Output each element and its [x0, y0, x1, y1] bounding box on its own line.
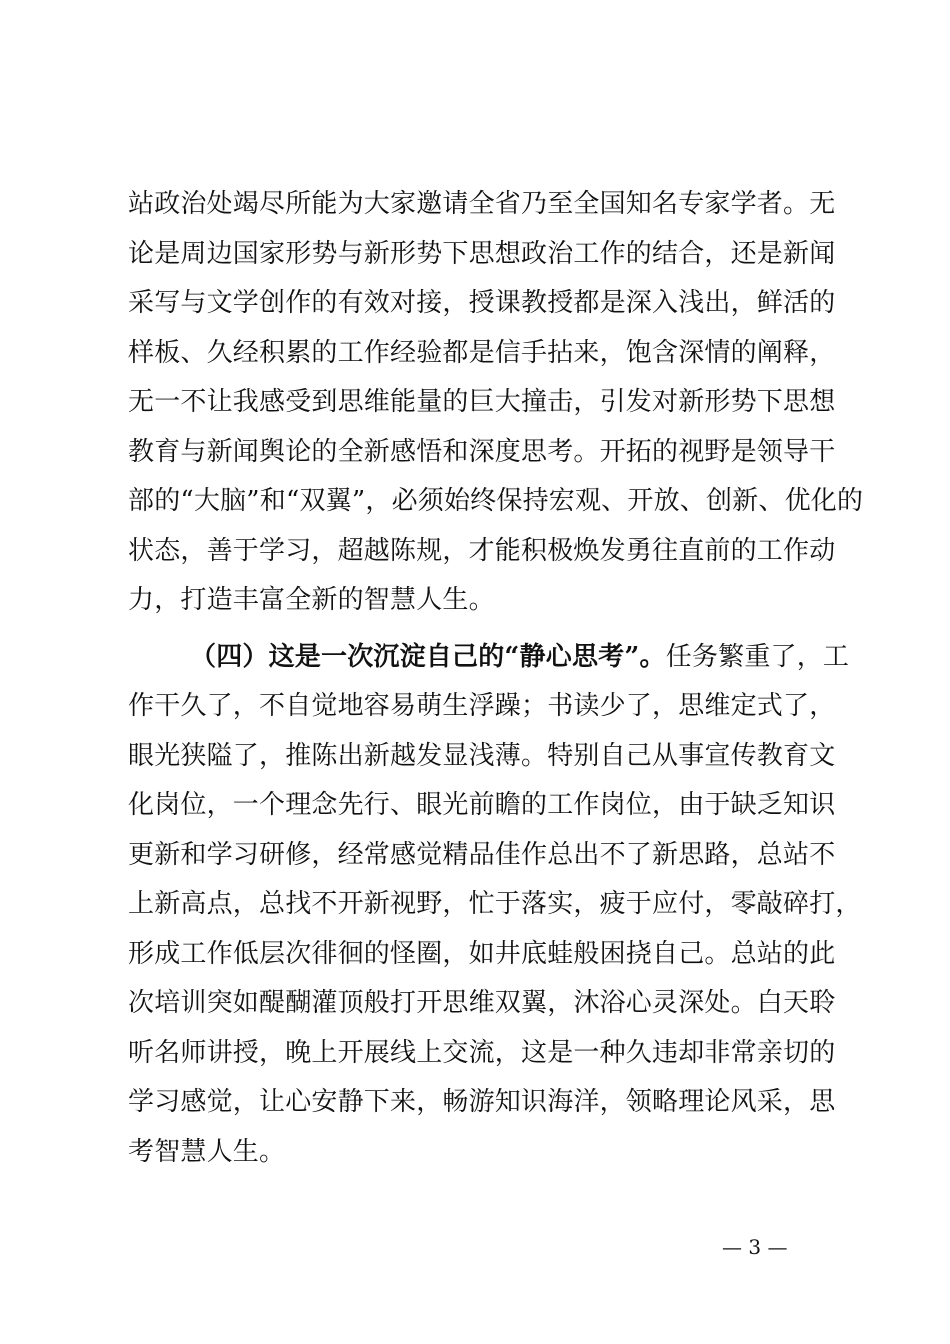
body-text — [128, 180, 864, 1177]
text-line: 无一不让我感受到思维能量的巨大撞击，引发对新形势下思想 — [128, 387, 836, 417]
text-line: 教育与新闻舆论的全新感悟和深度思考。开拓的视野是领导干 — [128, 436, 836, 467]
paragraph-first-line — [128, 633, 850, 683]
text-line: 作干久了，不自觉地容易萌生浮躁；书读少了，思维定式了， — [128, 691, 836, 721]
text-line-rest: 任务繁重了，工 — [665, 641, 850, 672]
text-line: 站政治处竭尽所能为大家邀请全省乃至全国知名专家学者。无 — [128, 189, 836, 219]
text-line: 考智慧人生。 — [128, 1136, 286, 1167]
paragraph-gap — [128, 626, 828, 633]
text-line: 论是周边国家形势与新形势下思想政治工作的结合，还是新闻 — [128, 238, 836, 269]
text-line: 力，打造丰富全新的智慧人生。 — [128, 585, 495, 615]
text-line: 学习感觉，让心安静下来，畅游知识海洋，领略理论风采，思 — [128, 1087, 836, 1117]
page-number-text: — 3 — — [722, 1235, 788, 1259]
text-line: 更新和学习研修，经常感觉精品佳作总出不了新思路，总站不 — [128, 839, 836, 870]
text-line: 样板、久经积累的工作经验都是信手拈来，饱含深情的阐释， — [128, 337, 836, 368]
text-line: 形成工作低层次徘徊的怪圈，如井底蛙般困挠自己。总站的此 — [128, 938, 836, 969]
text-line: 上新高点，总找不开新视野，忙于落实，疲于应付，零敲碎打， — [128, 889, 862, 919]
text-line: 次培训突如醍醐灌顶般打开思维双翼，沐浴心灵深处。白天聆 — [128, 988, 836, 1018]
text-line: 眼光狭隘了，推陈出新越发显浅薄。特别自己从事宣传教育文 — [128, 740, 836, 771]
text-line: 采写与文学创作的有效对接，授课教授都是深入浅出，鲜活的 — [128, 288, 836, 318]
paragraph-four — [128, 633, 862, 1178]
section-heading: （四）这是一次沉淀自己的“静心思考”。 — [190, 641, 666, 672]
text-line: 状态，善于学习，超越陈规，才能积极焕发勇往直前的工作动 — [128, 535, 836, 566]
text-line: 化岗位，一个理念先行、眼光前瞻的工作岗位，由于缺乏知识 — [128, 790, 836, 820]
text-line: 听名师讲授，晚上开展线上交流，这是一种久违却非常亲切的 — [128, 1037, 836, 1068]
text-line: 部的“大脑”和“双翼”，必须始终保持宏观、开放、创新、优化的 — [128, 486, 864, 516]
paragraph-continued — [128, 180, 864, 626]
